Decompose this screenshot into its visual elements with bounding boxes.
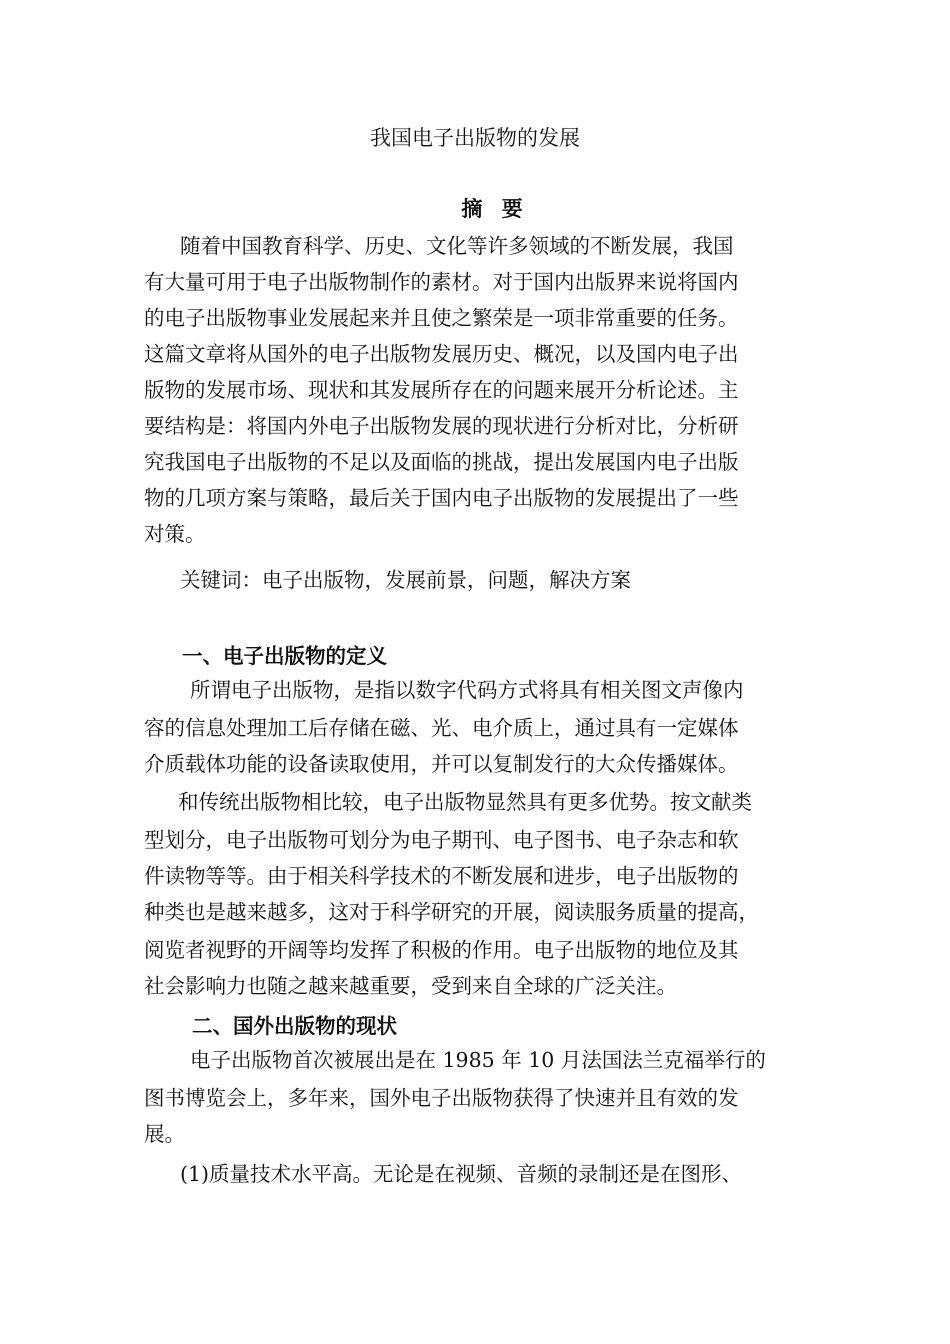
paragraph-line: 阅览者视野的开阔等均发挥了积极的作用。电子出版物的地位及其	[144, 938, 739, 962]
section-heading: 一、电子出版物的定义	[182, 644, 387, 668]
abstract-line: 这篇文章将从国外的电子出版物发展历史、概况，以及国内电子出	[144, 342, 739, 366]
abstract-line: 物的几项方案与策略，最后关于国内电子出版物的发展提出了一些	[144, 486, 739, 510]
paragraph-line: 介质载体功能的设备读取使用，并可以复制发行的大众传播媒体。	[144, 752, 739, 776]
paragraph-line: (1)质量技术水平高。无论是在视频、音频的录制还是在图形、	[180, 1162, 743, 1186]
paragraph-line: 展。	[144, 1122, 185, 1146]
abstract-line: 版物的发展市场、现状和其发展所存在的问题来展开分析论述。主	[144, 378, 739, 402]
paragraph-line: 型划分，电子出版物可划分为电子期刊、电子图书、电子杂志和软	[144, 828, 739, 852]
section-heading: 二、国外出版物的现状	[192, 1014, 397, 1038]
paragraph-line: 社会影响力也随之越来越重要，受到来自全球的广泛关注。	[144, 974, 677, 998]
paragraph-line: 电子出版物首次被展出是在 1985 年 10 月法国法兰克福举行的	[190, 1048, 766, 1072]
paragraph-line: 图书博览会上，多年来，国外电子出版物获得了快速并且有效的发	[144, 1086, 739, 1110]
abstract-line: 要结构是：将国内外电子出版物发展的现状进行分析对比，分析研	[144, 414, 739, 438]
abstract-line: 对策。	[144, 522, 206, 546]
abstract-line: 的电子出版物事业发展起来并且使之繁荣是一项非常重要的任务。	[144, 306, 739, 330]
keywords: 关键词：电子出版物，发展前景，问题，解决方案	[180, 568, 631, 592]
paragraph-line: 所谓电子出版物，是指以数字代码方式将具有相关图文声像内	[190, 678, 744, 702]
paragraph-line: 种类也是越来越多，这对于科学研究的开展，阅读服务质量的提高，	[144, 900, 759, 924]
abstract-line: 究我国电子出版物的不足以及面临的挑战，提出发展国内电子出版	[144, 450, 739, 474]
paragraph-line: 件读物等等。由于相关科学技术的不断发展和进步，电子出版物的	[144, 864, 739, 888]
paragraph-line: 和传统出版物相比较，电子出版物显然具有更多优势。按文献类	[178, 790, 752, 814]
abstract-heading: 摘 要	[461, 197, 529, 221]
abstract-line: 有大量可用于电子出版物制作的素材。对于国内出版界来说将国内	[144, 270, 739, 294]
abstract-line: 随着中国教育科学、历史、文化等许多领域的不断发展，我国	[180, 234, 734, 258]
paragraph-line: 容的信息处理加工后存储在磁、光、电介质上，通过具有一定媒体	[144, 716, 739, 740]
document-title: 我国电子出版物的发展	[370, 126, 580, 150]
